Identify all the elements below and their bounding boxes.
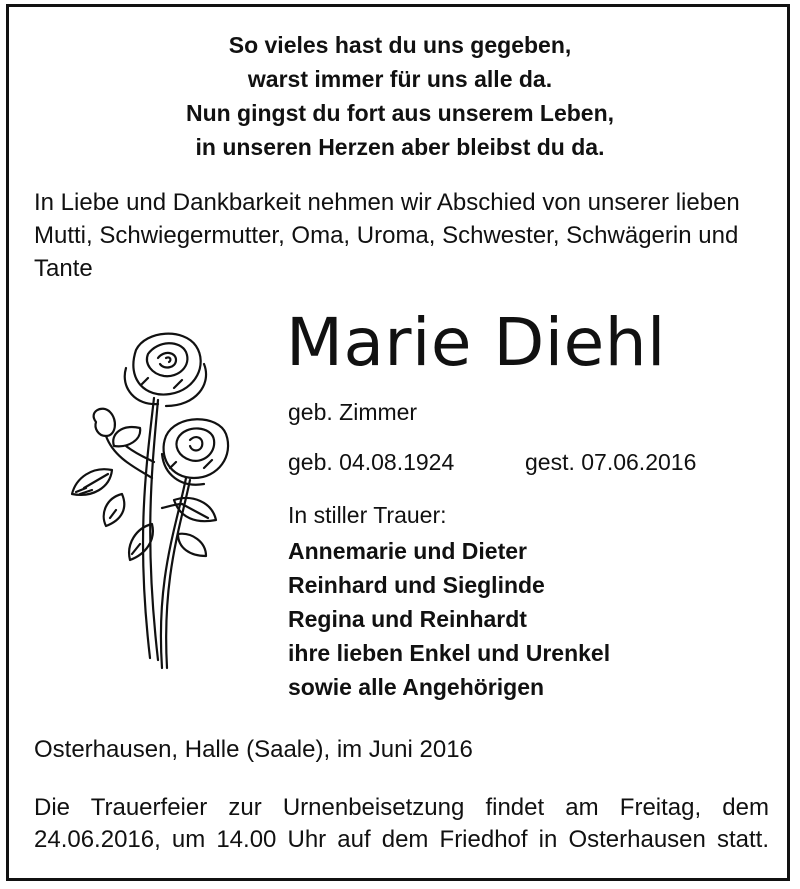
mourners-list [288,534,610,704]
poem-line: in unseren Herzen aber bleibst du da. [195,134,605,160]
death-date: gest. 07.06.2016 [525,449,697,475]
rose-icon [66,328,236,688]
mourner-entry: ihre lieben Enkel und Urenkel [288,640,611,666]
mourner-entry: Reinhard und Sieglinde [288,572,545,598]
mourner-entry: Regina und Reinhardt [288,606,527,632]
place-date: Osterhausen, Halle (Saale), im Juni 2016 [34,736,473,763]
service-line: 24.06.2016, um 14.00 Uhr auf dem Friedhof in Osterhausen statt. [34,826,769,853]
poem-line: Nun gingst du fort aus unserem Leben, [185,100,615,126]
service-info [34,792,769,856]
intro-text: In Liebe und Dankbarkeit nehmen wir Abschied von unserer lieben Mutti, Schwiegermutter, Oma, Uroma, Schwester, Schwägerin und Tante [34,189,740,282]
poem-line: So vieles hast du uns gegeben, [228,32,572,58]
birth-name: geb. Zimmer [288,399,418,425]
poem [0,28,800,164]
deceased-name: Marie Diehl [286,304,666,381]
service-line: Die Trauerfeier zur Urnenbeisetzung findet am Freitag, dem [34,794,769,821]
mourner-entry: Annemarie und Dieter [288,538,527,564]
mourning-heading: In stiller Trauer: [288,502,447,528]
mourner-entry: sowie alle Angehörigen [288,674,545,700]
poem-line: warst immer für uns alle da. [247,66,553,92]
birth-date: geb. 04.08.1924 [288,449,455,475]
